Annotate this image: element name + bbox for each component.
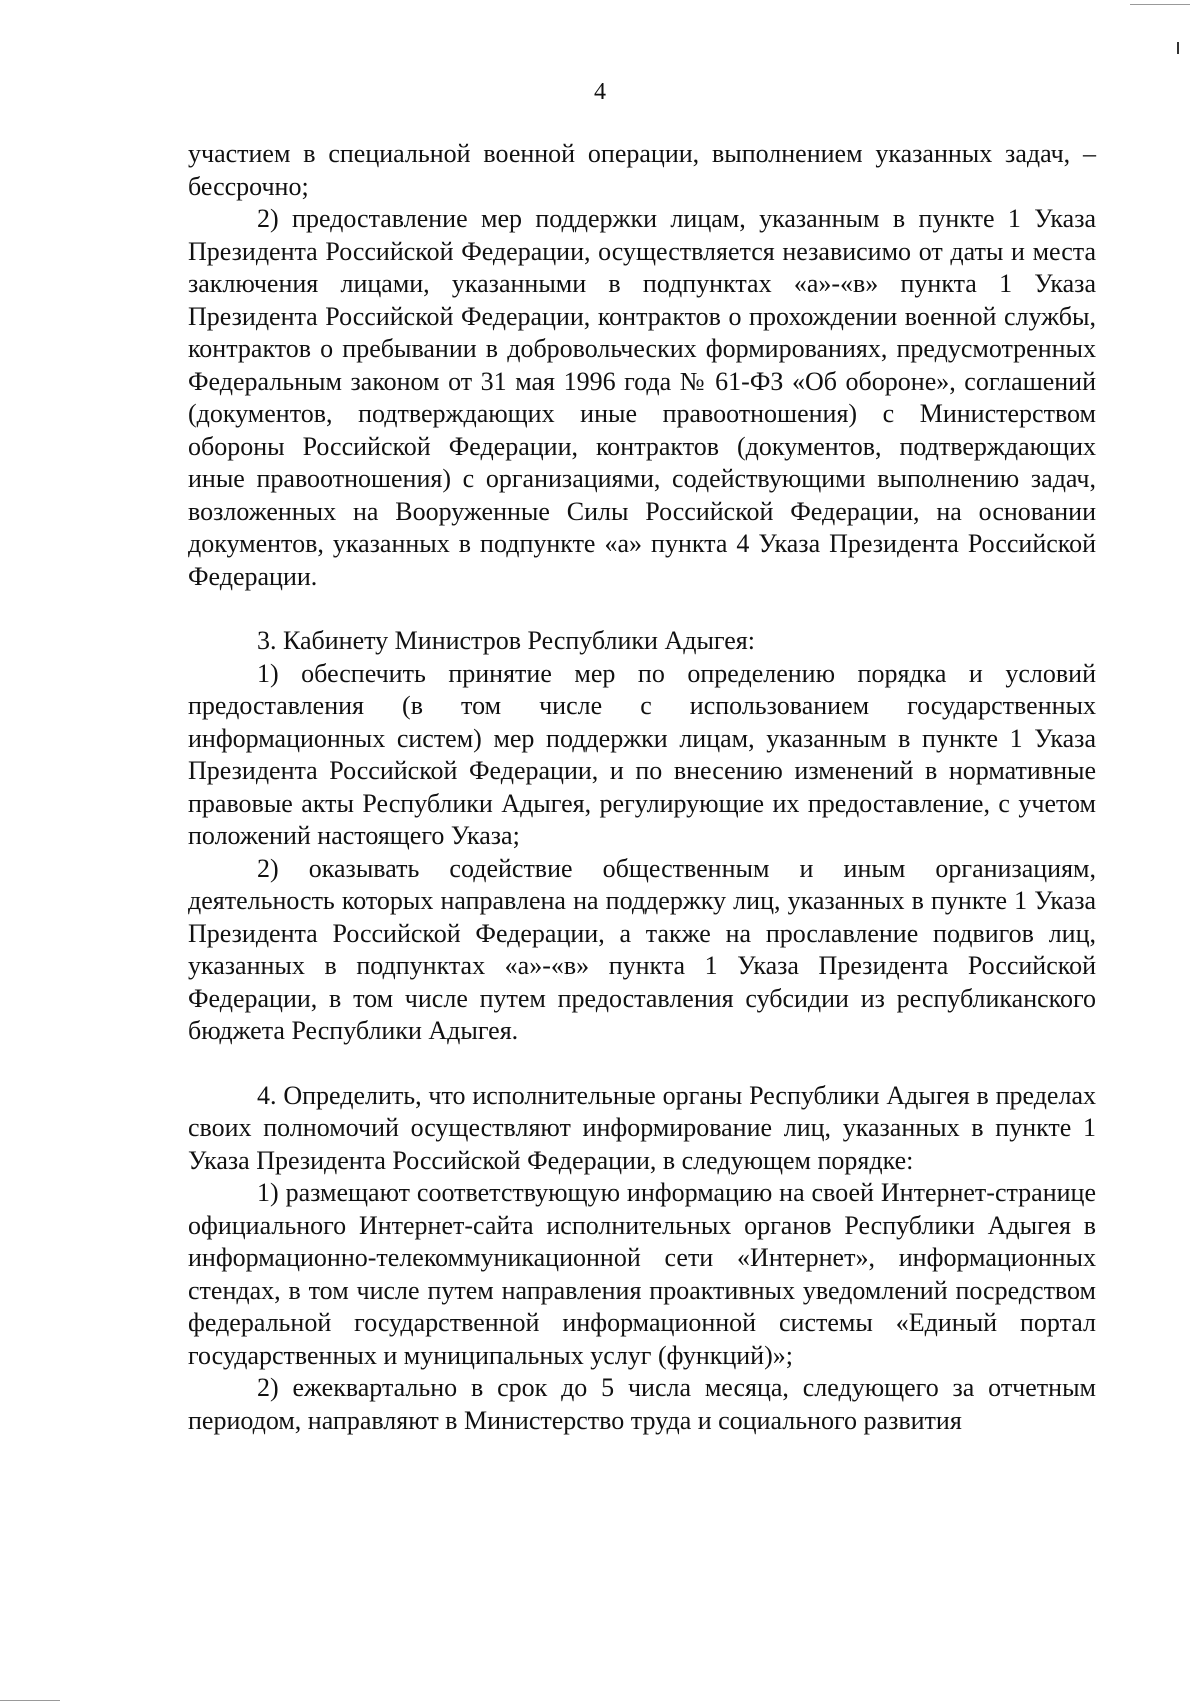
document-body <box>188 138 1096 1437</box>
scan-mark <box>0 1700 60 1701</box>
paragraph-section-4-item-1: 1) размещают соответствующую информацию на своей Интернет-странице официального Интернет-сайта исполнительных органов Республики Адыгея в информационно-телекоммуникационной сети «Интернет», информационных стендах, в том числе путем направления проактивных уведомлений посредством федеральной государственной информационной системы «Единый портал государственных и муниципальных услуг (функций)»; <box>188 1178 1096 1370</box>
paragraph-continuation: участием в специальной военной операции, выполнением указанных задач, – бессрочно; <box>188 139 1096 201</box>
paragraph-section-3-item-2: 2) оказывать содействие общественным и иным организациям, деятельность которых направлена на поддержку лиц, указанных в пункте 1 Указа Президента Российской Федерации, а также на прославление подвигов лиц, указанных в подпунктах «а»-«в» пункта 1 Указа Президента Российской Федерации, в том числе путем предоставления субсидии из республиканского бюджета Республики Адыгея. <box>188 853 1096 1045</box>
paragraph-section-3: 3. Кабинету Министров Республики Адыгея: <box>257 626 755 655</box>
page-number: 4 <box>594 79 606 105</box>
paragraph-section-4-item-2: 2) ежеквартально в срок до 5 числа месяца, следующего за отчетным периодом, направляют в Министерство труда и социального развития <box>188 1373 1096 1435</box>
paragraph-item-2: 2) предоставление мер поддержки лицам, указанным в пункте 1 Указа Президента Российской Федерации, осуществляется независимо от даты и места заключения лицами, указанными в подпунктах «а»-«в» пункта 1 Указа Президента Российской Федерации, контрактов о прохождении военной службы, контрактов о пребывании в добровольческих формированиях, предусмотренных Федеральным законом от 31 мая 1996 года № 61-ФЗ «Об обороне», соглашений (документов, подтверждающих иные правоотношения) с Министерством обороны Российской Федерации, контрактов (документов, подтверждающих иные правоотношения) с организациями, содействующими выполнению задач, возложенных на Вооруженные Силы Российской Федерации, на основании документов, указанных в подпункте «а» пункта 4 Указа Президента Российской Федерации. <box>188 204 1096 591</box>
paragraph-section-4: 4. Определить, что исполнительные органы Республики Адыгея в пределах своих полномочий осуществляют информирование лиц, указанных в пункте 1 Указа Президента Российской Федерации, в следующем порядке: <box>188 1080 1096 1175</box>
scan-mark <box>1130 4 1190 5</box>
paragraph-section-3-item-1: 1) обеспечить принятие мер по определению порядка и условий предоставления (в том числе с использованием государственных информационных систем) мер поддержки лицам, указанным в пункте 1 Указа Президента Российской Федерации, и по внесению изменений в нормативные правовые акты Республики Адыгея, регулирующие их предоставление, с учетом положений настоящего Указа; <box>188 658 1096 850</box>
scan-mark <box>1177 42 1179 54</box>
